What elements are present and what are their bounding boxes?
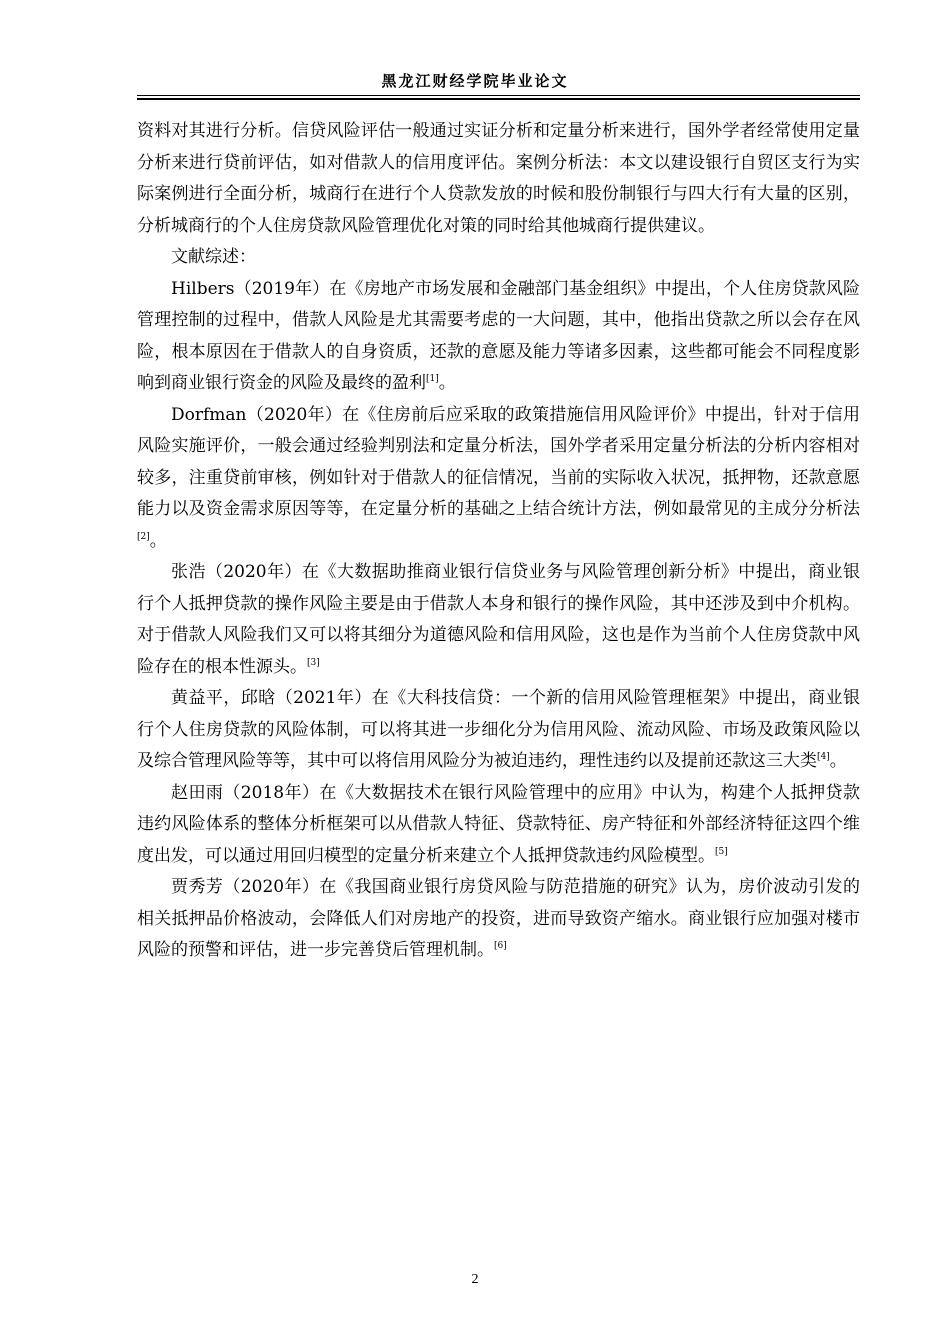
paragraph-text: 贾秀芳（2020年）在《我国商业银行房贷风险与防范措施的研究》认为，房价波动引发的相关抵押品价格波动，会降低人们对房地产的投资，进而导致资产缩水。商业银行应加强对楼市风险的预警和评估，进一步完善贷后管理机制。 bbox=[137, 877, 860, 960]
paragraph-jia-xiufang bbox=[137, 872, 860, 967]
paragraph-zhang-hao bbox=[137, 557, 860, 683]
paragraph-text: 资料对其进行分析。信贷风险评估一般通过实证分析和定量分析来进行，国外学者经常使用定量分析来进行贷前评估，如对借款人的信用度评估。案例分析法：本文以建设银行自贸区支行为实际案例进行全面分析，城商行在进行个人贷款发放的时候和股份制银行与四大行有大量的区别，分析城商行的个人住房贷款风险管理优化对策的同时给其他城商行提供建议。 bbox=[137, 121, 860, 236]
running-header-title: 黑龙江财经学院毕业论文 bbox=[381, 72, 569, 90]
paragraph-hilbers bbox=[137, 274, 860, 400]
paragraph-tail: 。 bbox=[149, 530, 167, 551]
paragraph-literature-review-heading bbox=[137, 242, 860, 274]
citation-ref: [3] bbox=[307, 657, 320, 668]
paragraph-tail: 。 bbox=[829, 751, 847, 771]
citation-ref: [1] bbox=[426, 374, 439, 384]
header-rule-thin bbox=[137, 95, 860, 96]
paragraph-intro-continuation bbox=[137, 116, 860, 242]
paragraph-text: Dorfman（2020年）在《住房前后应采取的政策措施信用风险评价》中提出，针对于信用风险实施评价，一般会通过经验判别法和定量分析法，国外学者采用定量分析法的分析内容相对较多，注重贷前审核，例如针对于借款人的征信情况，当前的实际收入状况，抵押物，还款意愿能力以及资金需求原因等等，在定量分析的基础之上结合统计方法，例如最常见的主成分分析法 bbox=[137, 404, 860, 519]
citation-ref: [4] bbox=[817, 752, 830, 762]
page-number: 2 bbox=[471, 1272, 479, 1287]
paragraph-dorfman bbox=[137, 400, 860, 558]
paragraph-text: 张浩（2020年）在《大数据助推商业银行信贷业务与风险管理创新分析》中提出，商业银行个人抵押贷款的操作风险主要是由于借款人本身和银行的操作风险，其中还涉及到中介机构。对于借款人风险我们又可以将其细分为道德风险和信用风险，这也是作为当前个人住房贷款中风险存在的根本性源头。 bbox=[137, 562, 860, 677]
paragraph-text: Hilbers（2019年）在《房地产市场发展和金融部门基金组织》中提出，个人住房贷款风险管理控制的过程中，借款人风险是尤其需要考虑的一大问题，其中，他指出贷款之所以会存在风险，根本原因在于借款人的自身资质，还款的意愿及能力等诸多因素，这些都可能会不同程度影响到商业银行资金的风险及最终的盈利 bbox=[137, 278, 860, 393]
citation-ref: [5] bbox=[715, 846, 728, 857]
paragraph-text: 赵田雨（2018年）在《大数据技术在银行风险管理中的应用》中认为，构建个人抵押贷款违约风险体系的整体分析框架可以从借款人特征、贷款特征、房产特征和外部经济特征这四个维度出发，可以通过用回归模型的定量分析来建立个人抵押贷款违约风险模型。 bbox=[137, 782, 860, 866]
header-rule-thick bbox=[137, 98, 860, 100]
paragraph-text: 文献综述： bbox=[171, 247, 256, 267]
paragraph-zhao-tianyu bbox=[137, 778, 860, 873]
paragraph-tail: 。 bbox=[438, 373, 456, 393]
body-text bbox=[137, 116, 860, 967]
citation-ref: [2] bbox=[137, 531, 150, 542]
paragraph-huang-yiping bbox=[137, 683, 860, 778]
citation-ref: [6] bbox=[494, 941, 507, 951]
paragraph-text: 黄益平，邱晗（2021年）在《大科技信贷：一个新的信用风险管理框架》中提出，商业银行个人住房贷款的风险体制，可以将其进一步细化分为信用风险、流动风险、市场及政策风险以及综合管理风险等等，其中可以将信用风险分为被迫违约，理性违约以及提前还款这三大类 bbox=[137, 688, 860, 771]
